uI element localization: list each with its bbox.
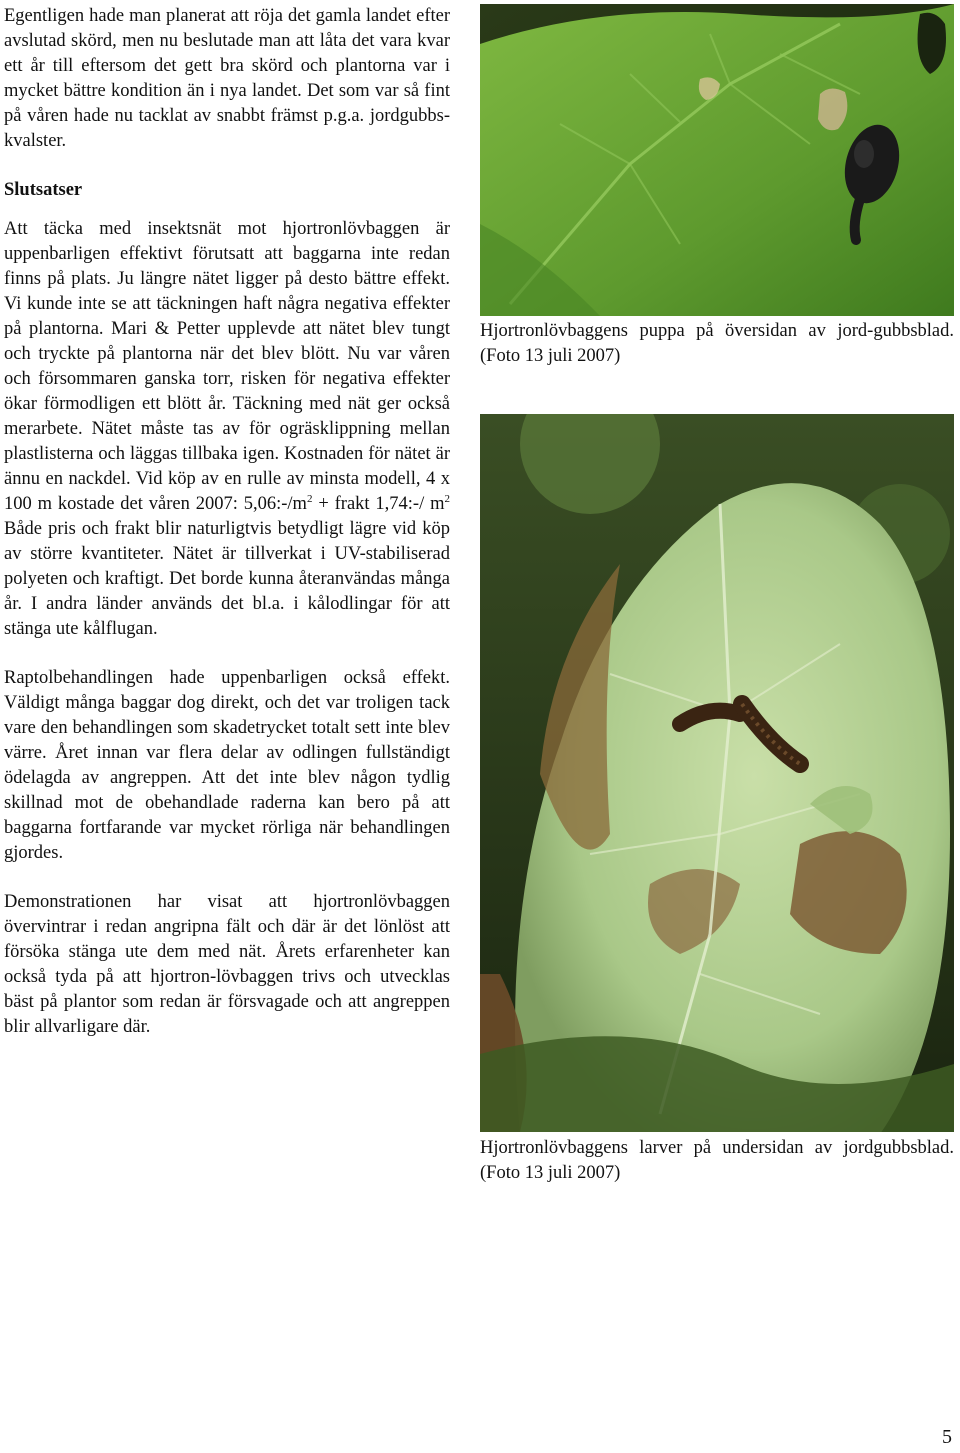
- page-number: 5: [942, 1426, 952, 1448]
- pupa-photo-caption: Hjortronlövbaggens puppa på översidan av jord-gubbsblad. (Foto 13 juli 2007): [480, 321, 954, 366]
- superscript-2: 2: [444, 493, 450, 505]
- conclusions-text-1: Att täcka med insektsnät mot hjortronlövbaggen är uppenbarligen effektivt förutsatt att baggarna inte redan finns på plats. Ju längre nätet ligger på desto bättre effekt. Vi kunde inte se att täckningen haft några negativa effekter på plantorna. Mari & Petter upplevde att nätet blev tungt och tryckte på plantorna när det blev blött. Nu var våren och försommaren ganska torr, risken för negativa effekter ökar förmodligen ett blött år. Täckning med nät ger också merarbete. Nätet måste tas av för ogräsklippning mellan plastlisterna och läggas tillbaka igen. Kostnaden för nätet är ännu en nackdel. Vid köp av en rulle av minsta modell, 4 x 100 m kostade det våren 2007: 5,06:-/m: [4, 219, 450, 514]
- conclusions-text-3: Både pris och frakt blir naturligtvis betydligt lägre vid köp av större kvantiteter. Nätet är tillverkat i UV-stabiliserad polyeten och kraftigt. Det borde kunna återanvändas många år. I andra länder används det bl.a. i kålodlingar för att stänga ute kålflugan.: [4, 519, 450, 639]
- left-column: [4, 4, 450, 1040]
- pupa-photo-image: [480, 4, 954, 316]
- section-heading: Slutsatser: [4, 180, 83, 200]
- intro-paragraph: Egentligen hade man planerat att röja det gamla landet efter avslutad skörd, men nu beslutade man att låta det vara kvar ett år till eftersom det gett bra skörd och plantorna var i mycket bättre kondition än i nya landet. Det som var så fint på våren hade nu tacklat av snabbt främst p.g.a. jordgubbs-kvalster.: [4, 6, 450, 151]
- larvae-photo-image: [480, 414, 954, 1132]
- pupa-photo: [480, 4, 954, 316]
- demonstration-paragraph: Demonstrationen har visat att hjortronlövbaggen övervintrar i redan angripna fält och där är det lönlöst att försöka stänga ute dem med nät. Årets erfarenheter kan också tyda på att hjortron-lövbaggen trivs och utvecklas bäst på plantor som redan är försvagade och att angreppen blir allvarligare där.: [4, 892, 450, 1037]
- superscript-1: 2: [306, 493, 313, 505]
- larvae-photo: [480, 414, 954, 1132]
- larvae-photo-caption: Hjortronlövbaggens larver på undersidan av jordgubbsblad. (Foto 13 juli 2007): [480, 1138, 954, 1183]
- conclusions-paragraph: [4, 217, 450, 642]
- raptol-paragraph: Raptolbehandlingen hade uppenbarligen också effekt. Väldigt många baggar dog direkt, och det var troligen tack vare den behandlingen som skadetrycket totalt sett inte blev värre. Året innan var flera delar av odlingen fullständigt ödelagda av angreppen. Att det inte blev någon tydlig skillnad mot de obehandlade raderna kan bero på att baggarna fortfarande var mycket rörliga när behandlingen gjordes.: [4, 668, 450, 863]
- conclusions-text-2: + frakt 1,74:-/ m: [312, 494, 445, 514]
